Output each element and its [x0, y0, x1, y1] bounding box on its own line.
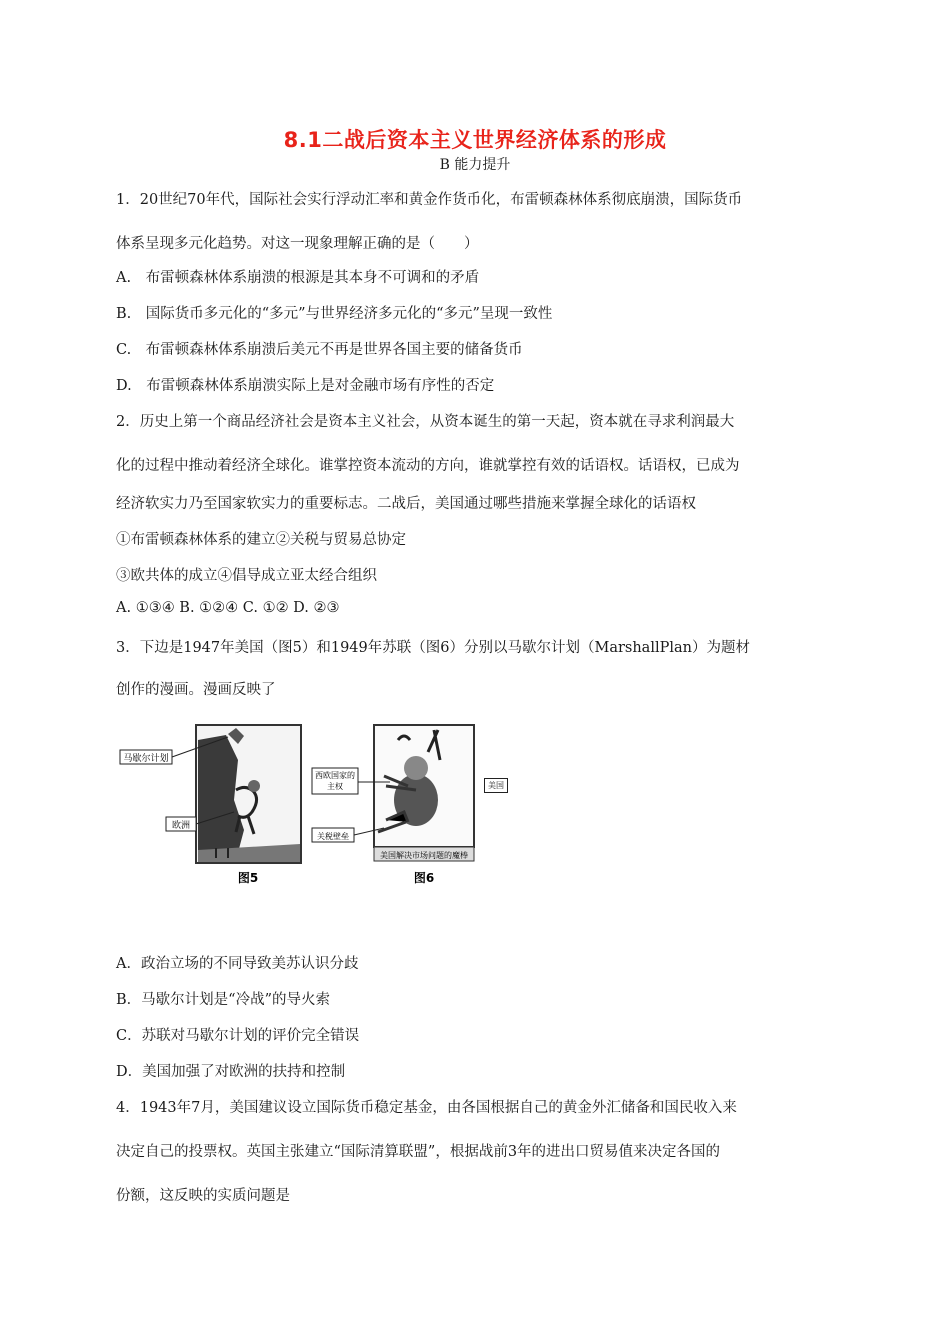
q2-options: A. ①③④ B. ①②④ C. ①② D. ②③	[116, 600, 340, 616]
q4-stem-line-1: 4．1943年7月，美国建议设立国际货币稳定基金，由各国根据自己的黄金外汇储备和国民收入来	[116, 1100, 737, 1116]
fig5-label-marshall: 马歇尔计划	[123, 754, 169, 764]
page-title: 8.1二战后资本主义世界经济体系的形成	[283, 128, 667, 152]
fig5-caption: 图5	[237, 871, 259, 885]
q2-stem-line-3: 经济软实力乃至国家软实力的重要标志。二战后，美国通过哪些措施来掌握全球化的话语权	[116, 496, 696, 512]
fig6-label-sovereignty: 西欧国家的主权	[315, 771, 355, 791]
q2-stem-line-2: 化的过程中推动着经济全球化。谁掌控资本流动的方向，谁就掌控有效的话语权。话语权，已成为	[116, 458, 740, 474]
q3-option-b: B．马歇尔计划是“冷战”的导火索	[116, 992, 330, 1008]
fig6-banner: 美国解决市场问题的魔棒	[380, 851, 468, 860]
q4-stem-line-3: 份额，这反映的实质问题是	[116, 1188, 290, 1204]
q2-stem-line-5: ③欧共体的成立④倡导成立亚太经合组织	[116, 568, 377, 584]
cartoon-figure	[116, 720, 468, 890]
q1-option-d: D. 布雷顿森林体系崩溃实际上是对金融市场有序性的否定	[116, 378, 495, 394]
q2-stem-line-4: ①布雷顿森林体系的建立②关税与贸易总协定	[116, 532, 406, 548]
fig6-label-usa: 美国	[484, 778, 508, 793]
q3-option-d: D．美国加强了对欧洲的扶持和控制	[116, 1064, 346, 1080]
fig6-caption: 图6	[413, 871, 435, 885]
q2-stem-line-1: 2．历史上第一个商品经济社会是资本主义社会，从资本诞生的第一天起，资本就在寻求利润最大	[116, 414, 735, 430]
q1-stem-line-1: 1．20世纪70年代，国际社会实行浮动汇率和黄金作货币化，布雷顿森林体系彻底崩溃，国际货币	[116, 192, 743, 208]
q3-stem-line-2: 创作的漫画。漫画反映了	[116, 682, 276, 698]
q1-option-c: C. 布雷顿森林体系崩溃后美元不再是世界各国主要的储备货币	[116, 342, 523, 358]
q4-stem-line-2: 决定自己的投票权。英国主张建立“国际清算联盟”，根据战前3年的进出口贸易值来决定各国的	[116, 1144, 721, 1160]
q1-option-a: A. 布雷顿森林体系崩溃的根源是其本身不可调和的矛盾	[116, 270, 480, 286]
q1-option-b: B. 国际货币多元化的“多元”与世界经济多元化的“多元”呈现一致性	[116, 306, 553, 322]
q3-stem-line-1: 3．下边是1947年美国（图5）和1949年苏联（图6）分别以马歇尔计划（MarshallPlan）为题材	[116, 640, 750, 656]
fig5-label-europe: 欧洲	[171, 821, 191, 831]
q1-stem-line-2: 体系呈现多元化趋势。对这一现象理解正确的是（ ）	[116, 236, 479, 252]
fig6-label-tariff: 关税壁垒	[317, 832, 349, 841]
q3-option-c: C．苏联对马歇尔计划的评价完全错误	[116, 1028, 360, 1044]
q3-option-a: A．政治立场的不同导致美苏认识分歧	[116, 956, 359, 972]
page-subtitle: B 能力提升	[439, 157, 511, 173]
